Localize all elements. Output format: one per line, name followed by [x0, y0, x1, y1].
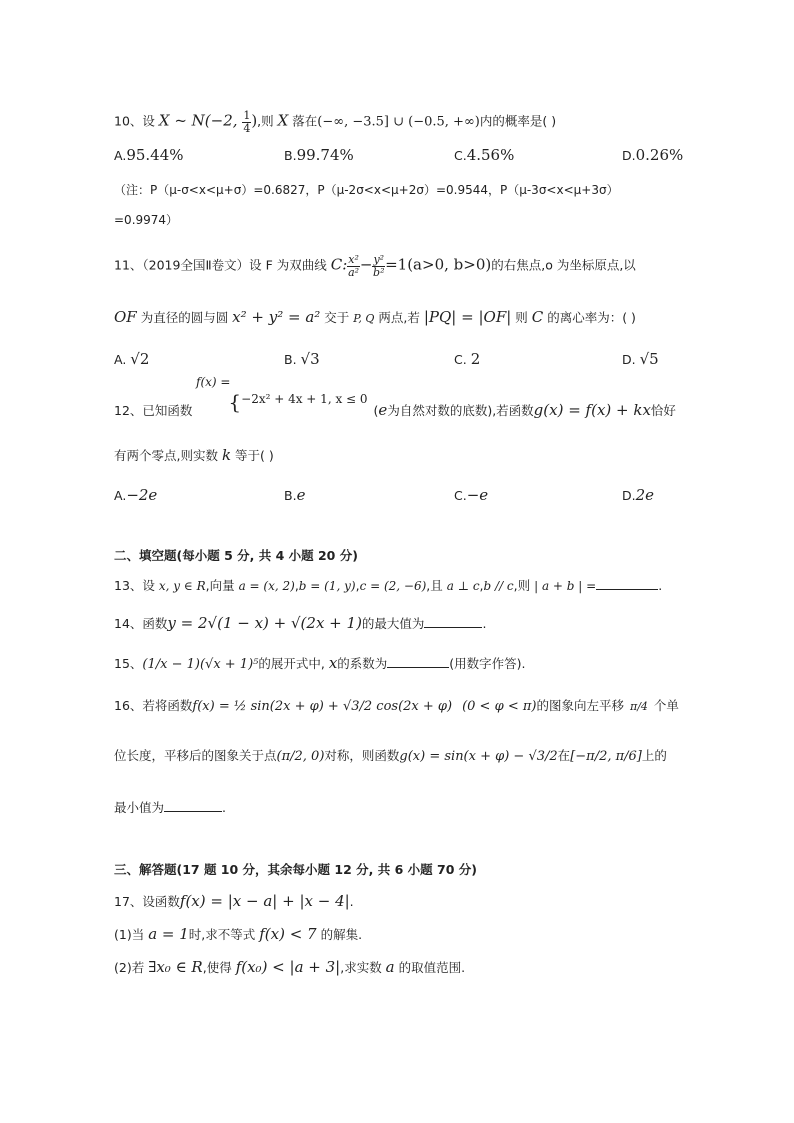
q12-option-d: D.2e: [622, 486, 655, 504]
q17-part2: (2)若 ∃x₀ ∈ R,使得 f(x₀) < |a + 3|,求实数 a 的取值范围.: [114, 958, 466, 976]
q12-g-function: g(x) = f(x) + kx: [533, 401, 651, 419]
q15-answer-blank: [387, 656, 449, 668]
q16-stem: 16、若将函数f(x) = ½ sin(2x + φ) + √3/2 cos(2x + φ) (0 < φ < π)的图象向左平移 π/4 个单: [114, 698, 679, 714]
q10-option-a: A.95.44%: [114, 146, 184, 164]
q10-option-d: D.0.26%: [622, 146, 684, 164]
q16-answer-blank: [164, 800, 222, 812]
q16-interval: [−π/2, π/6]: [570, 749, 642, 764]
q14-answer-blank: [424, 616, 482, 628]
q12-brace: {: [228, 390, 242, 414]
q16-function: f(x) = ½ sin(2x + φ) + √3/2 cos(2x + φ): [192, 699, 453, 714]
q10-option-c: C.4.56%: [454, 146, 515, 164]
q17-part1: (1)当 a = 1时,求不等式 f(x) < 7 的解集.: [114, 925, 363, 943]
q12-option-b: B.e: [284, 486, 306, 504]
q11-stem: 11、（2019全国Ⅱ卷文）设 F 为双曲线 C: $\frac{\text{x²}}{\text{a²}}$ − $\frac{\text{y²}}{\text{b²}}$ =1(a>0, b>0)的右焦点,o 为坐标原点,以: [114, 253, 636, 279]
q11-circle: x² + y² = a²: [232, 308, 321, 326]
q16-stem-line3: 最小值为 .: [114, 800, 226, 815]
q10-note: （注：P（μ-σ<x<μ+σ）=0.6827，P（μ-2σ<x<μ+2σ）=0.9544，P（μ-3σ<x<μ+3σ）: [114, 183, 619, 197]
q10-fraction: $\frac{1}{4}$: [243, 109, 251, 135]
q16-stem-line2: 位长度，平移后的图象关于点(π/2, 0)对称，则函数g(x) = sin(x + φ) − √3/2在[−π/2, π/6]上的: [114, 748, 667, 764]
q17-stem: 17、设函数f(x) = |x − a| + |x − 4|.: [114, 892, 354, 910]
q10-option-b: B.99.74%: [284, 146, 354, 164]
q14-function: y = 2√(1 − x) + √(2x + 1): [167, 614, 362, 632]
q11-option-a: A. √2: [114, 350, 150, 368]
q11-option-c: C. 2: [454, 350, 481, 368]
section-fill-in-heading: 二、填空题(每小题 5 分, 共 4 小题 20 分): [114, 548, 358, 563]
q10-note-end: =0.9974）: [114, 213, 179, 227]
q14-stem: 14、函数y = 2√(1 − x) + √(2x + 1)的最大值为 .: [114, 614, 487, 632]
q10-interval: (−∞, −3.5] ∪ (−0.5, +∞): [317, 114, 480, 130]
q17-function: f(x) = |x − a| + |x − 4|: [179, 892, 350, 910]
q15-expression: (1/x − 1)(√x + 1)⁵: [142, 657, 259, 672]
q16-point: (π/2, 0): [276, 749, 325, 764]
q11-option-d: D. √5: [622, 350, 659, 368]
q10-distribution: X ~ N(−2,: [158, 111, 243, 130]
q12-stem: 12、已知函数 {−2x² + 4x + 1, x ≤ 0(e为自然对数的底数),若函数g(x) = f(x) + kx恰好: [114, 390, 676, 419]
q16-g-function: g(x) = sin(x + φ) − √3/2: [399, 749, 558, 764]
q12-piecewise-top: f(x) =: [196, 375, 231, 389]
q10-stem: 10、设 X ~ N(−2, $\frac{1}{4}$ ),则 X 落在(−∞, −3.5] ∪ (−0.5, +∞)内的概率是( ): [114, 109, 557, 135]
q16-shift: π/4: [629, 700, 648, 713]
q11-option-b: B. √3: [284, 350, 320, 368]
q15-stem: 15、(1/x − 1)(√x + 1)⁵的展开式中, x的系数为 (用数字作答).: [114, 654, 526, 672]
q11-condition: =1(a>0, b>0): [385, 255, 492, 274]
q12-option-a: A.−2e: [114, 486, 158, 504]
q13-answer-blank: [596, 578, 658, 590]
q12-option-c: C.−e: [454, 486, 489, 504]
q12-stem-line2: 有两个零点,则实数 k 等于( ): [114, 446, 274, 464]
q13-stem: 13、设 x, y ∈ R,向量 a = (x, 2),b = (1, y),c = (2, −6),且 a ⊥ c,b // c,则 | a + b | = .: [114, 578, 663, 593]
q11-stem-line2: OF 为直径的圆与圆 x² + y² = a² 交于 P, Q 两点,若 |PQ| = |OF| 则 C 的离心率为：( ): [114, 308, 636, 326]
section-solution-heading: 三、解答题(17 题 10 分，其余每小题 12 分, 共 6 小题 70 分): [114, 862, 477, 877]
q12-piece-bottom: −2x² + 4x + 1, x ≤ 0: [241, 392, 368, 406]
